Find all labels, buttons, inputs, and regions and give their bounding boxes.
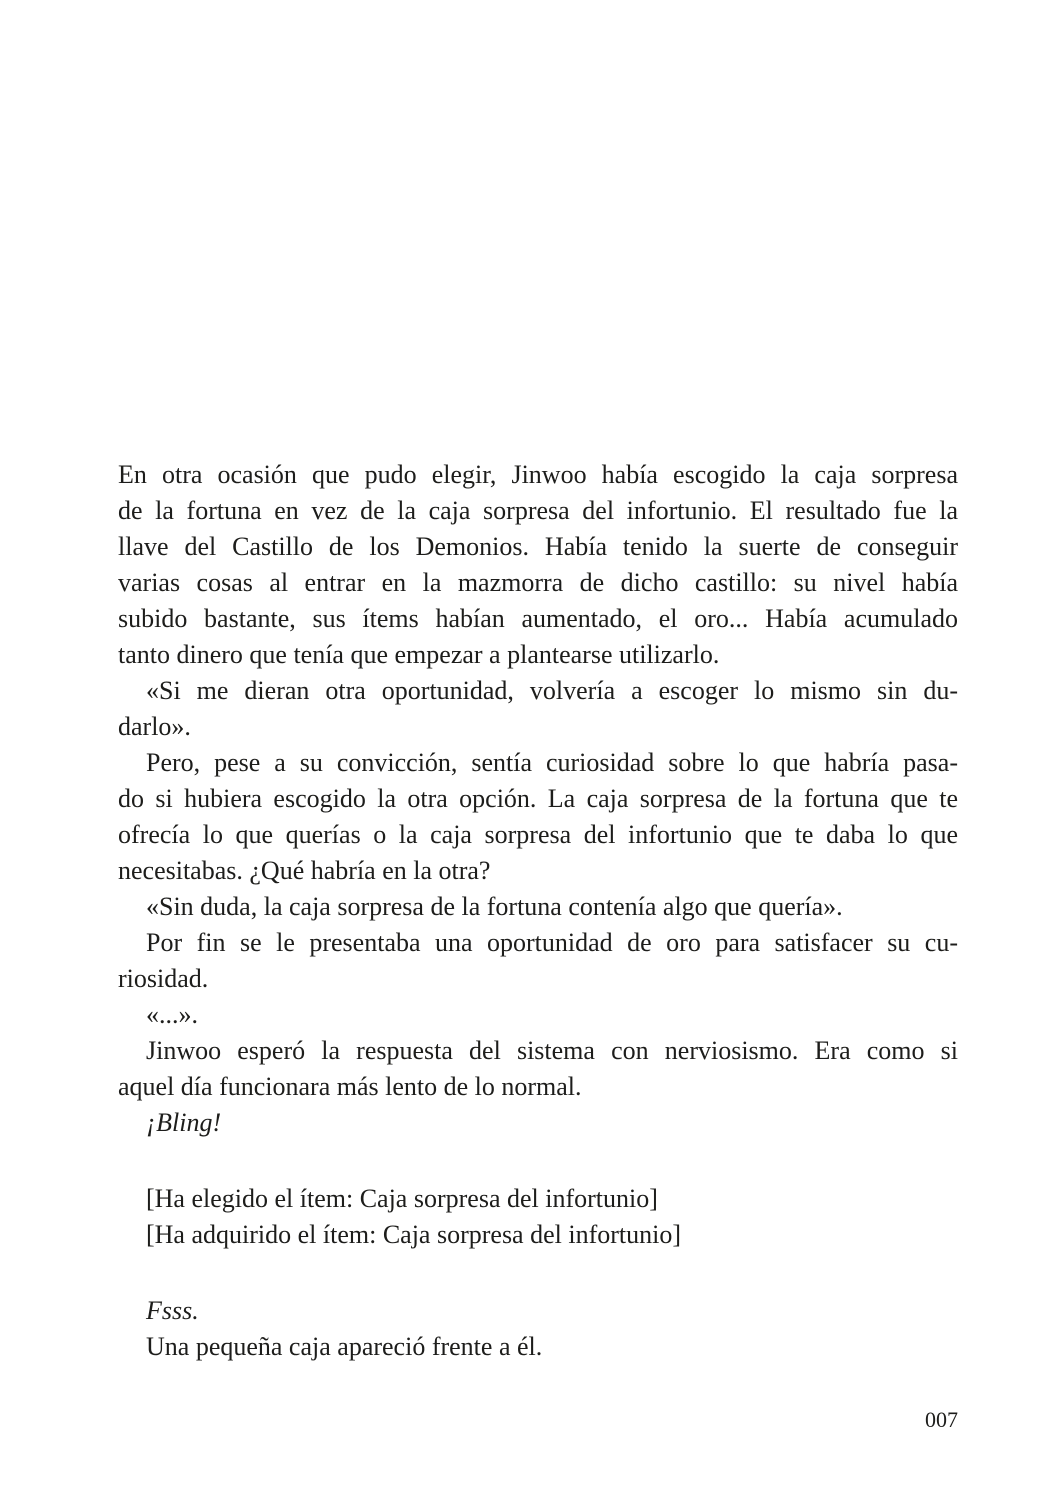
text-line: [Ha adquirido el ítem: Caja sorpresa del infortunio] xyxy=(146,1220,682,1249)
text-line: En otra ocasión que pudo elegir, Jinwoo había escogido la caja sorpresa xyxy=(118,460,958,489)
text-line: ¡Bling! xyxy=(146,1108,222,1137)
text-line: «...». xyxy=(146,1000,198,1029)
text-line: tanto dinero que tenía que empezar a plantearse utilizarlo. xyxy=(118,640,720,669)
blank-line xyxy=(118,1141,958,1181)
text-line: «Si me dieran otra oportunidad, volvería a escoger lo mismo sin du- xyxy=(146,676,958,705)
text-line: subido bastante, sus ítems habían aumentado, el oro... Había acumulado xyxy=(118,604,958,633)
text-line: Una pequeña caja apareció frente a él. xyxy=(146,1332,543,1361)
text-line: do si hubiera escogido la otra opción. La caja sorpresa de la fortuna que te xyxy=(118,784,958,813)
page-number: 007 xyxy=(925,1407,958,1432)
text-line: varias cosas al entrar en la mazmorra de dicho castillo: su nivel había xyxy=(118,568,958,597)
text-line: llave del Castillo de los Demonios. Había tenido la suerte de conseguir xyxy=(118,532,958,561)
text-line: Jinwoo esperó la respuesta del sistema con nerviosismo. Era como si xyxy=(146,1036,958,1065)
text-line: Fsss. xyxy=(146,1296,199,1325)
text-line: riosidad. xyxy=(118,964,209,993)
text-line: aquel día funcionara más lento de lo normal. xyxy=(118,1072,582,1101)
text-line: Por fin se le presentaba una oportunidad de oro para satisfacer su cu- xyxy=(146,928,958,957)
text-line: [Ha elegido el ítem: Caja sorpresa del infortunio] xyxy=(146,1184,658,1213)
text-line: ofrecía lo que querías o la caja sorpresa del infortunio que te daba lo que xyxy=(118,820,958,849)
text-line: Pero, pese a su convicción, sentía curiosidad sobre lo que habría pasa- xyxy=(146,748,958,777)
blank-line xyxy=(118,1253,958,1293)
text-line: «Sin duda, la caja sorpresa de la fortuna contenía algo que quería». xyxy=(146,892,843,921)
text-line: darlo». xyxy=(118,712,191,741)
page-text-block xyxy=(118,457,958,1365)
text-line: de la fortuna en vez de la caja sorpresa del infortunio. El resultado fue la xyxy=(118,496,958,525)
text-line: necesitabas. ¿Qué habría en la otra? xyxy=(118,856,491,885)
